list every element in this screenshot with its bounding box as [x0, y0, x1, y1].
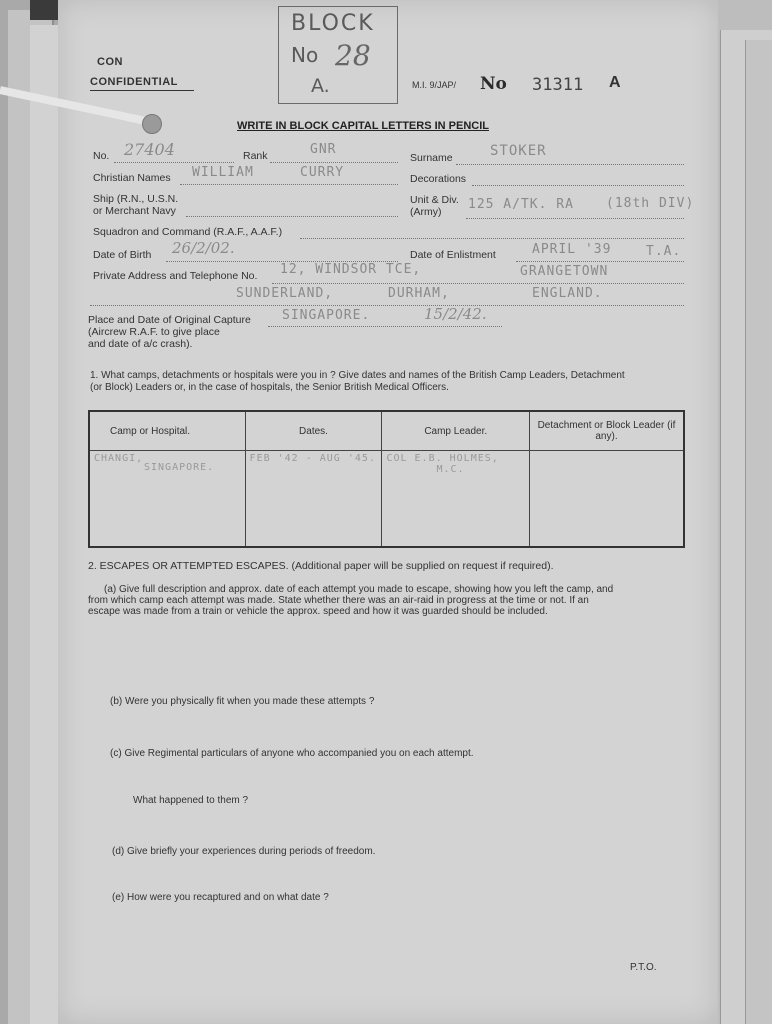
question-2a-line-1: (a) Give full description and approx. date of each attempt you made to escape, showing how you left the camp, and [104, 584, 614, 595]
dotted-line [472, 185, 684, 186]
dotted-line [186, 216, 398, 217]
address-label: Private Address and Telephone No. [93, 270, 258, 282]
stamp-block-text: BLOCK [291, 11, 375, 36]
header-no-label: No [480, 74, 507, 94]
header-serial-number: 31311 [532, 75, 584, 95]
decorations-label: Decorations [410, 173, 467, 185]
unit-label-1: Unit & Div. [410, 194, 459, 206]
rank-value: GNR [310, 142, 337, 157]
stamp-number: 28 [335, 39, 371, 72]
ship-label-2: or Merchant Navy [93, 205, 176, 217]
column-header-detachment-leader: Detachment or Block Leader (if any). [530, 411, 685, 451]
date-of-birth-value: 26/2/02. [172, 239, 235, 257]
camp-leader-name: COL E.B. HOLMES, [386, 453, 499, 464]
christian-name-1: WILLIAM [192, 165, 254, 180]
no-label: No. [93, 150, 110, 162]
confidential-underline [90, 90, 194, 91]
service-number-value: 27404 [124, 140, 175, 159]
dotted-line [456, 164, 684, 165]
please-turn-over: P.T.O. [630, 962, 657, 973]
address-line-2b: DURHAM, [388, 286, 450, 301]
question-2e: (e) How were you recaptured and on what date ? [112, 892, 329, 903]
question-2a-line-3: escape was made from a train or vehicle the approx. speed and how it was guarded should be included. [88, 606, 548, 617]
header-confidential: CONFIDENTIAL [90, 76, 178, 88]
stacked-sheet [30, 25, 59, 1024]
column-header-dates: Dates. [245, 411, 382, 451]
unit-label-2: (Army) [410, 206, 442, 218]
camps-table [88, 410, 685, 548]
dotted-line [180, 184, 398, 185]
column-header-camp-leader: Camp Leader. [382, 411, 530, 451]
squadron-label: Squadron and Command (R.A.F., A.A.F.) [93, 226, 283, 238]
header-ref: M.I. 9/JAP/ [412, 80, 457, 90]
capture-label-2: (Aircrew R.A.F. to give place [88, 326, 220, 338]
camp-cell [89, 451, 245, 548]
dotted-line [268, 326, 502, 327]
unit-value: 125 A/TK. RA [468, 197, 574, 212]
question-2-title: 2. ESCAPES OR ATTEMPTED ESCAPES. (Additional paper will be supplied on request if required). [88, 560, 554, 572]
christian-names-label: Christian Names [93, 172, 171, 184]
camp-dates: FEB '42 - AUG '45. [249, 453, 376, 464]
question-2b: (b) Were you physically fit when you made these attempts ? [110, 696, 375, 707]
header-con: CON [97, 56, 123, 68]
header-suffix: A [609, 74, 621, 91]
capture-label-3: and date of a/c crash). [88, 338, 193, 350]
question-1-line-2: (or Block) Leaders or, in the case of hospitals, the Senior British Medical Officers. [90, 382, 449, 393]
division-value: (18th DIV) [606, 196, 695, 211]
rank-label: Rank [243, 150, 268, 162]
stamp-letter: A. [311, 75, 330, 97]
ship-label-1: Ship (R.N., U.S.N. [93, 193, 179, 205]
dotted-line [272, 283, 684, 284]
dotted-line [270, 162, 398, 163]
camp-leader-honours: M.C. [436, 464, 465, 475]
stacked-sheet [745, 40, 772, 1024]
stamp-no-text: No [291, 43, 319, 67]
punch-hole [142, 114, 162, 134]
column-header-camp: Camp or Hospital. [89, 411, 245, 451]
dotted-line [90, 305, 684, 306]
dotted-line [114, 162, 234, 163]
surname-label: Surname [410, 152, 453, 164]
question-2c-followup: What happened to them ? [133, 795, 249, 806]
enlistment-value: APRIL '39 [532, 242, 612, 257]
capture-place-value: SINGAPORE. [282, 308, 371, 323]
date-of-birth-label: Date of Birth [93, 249, 152, 261]
question-2c: (c) Give Regimental particulars of anyone who accompanied you on each attempt. [110, 748, 474, 759]
question-2a-line-2: from which camp each attempt was made. State whether there was an air-raid in progress at the time or not. If an [88, 595, 589, 606]
dotted-line [300, 238, 684, 239]
enlistment-ta: T.A. [646, 244, 682, 259]
christian-name-2: CURRY [300, 165, 345, 180]
form-title: WRITE IN BLOCK CAPITAL LETTERS IN PENCIL [237, 120, 489, 132]
table-header-row [89, 411, 684, 451]
address-line-2a: SUNDERLAND, [236, 286, 334, 301]
surname-value: STOKER [490, 143, 547, 159]
dotted-line [516, 261, 684, 262]
camp-name-2: SINGAPORE. [144, 462, 215, 473]
leader-cell [382, 451, 530, 548]
address-line-1b: GRANGETOWN [520, 264, 609, 279]
block-stamp [278, 6, 398, 104]
camp-name-1: CHANGI, [94, 453, 144, 464]
address-line-1a: 12, WINDSOR TCE, [280, 262, 422, 277]
enlistment-label: Date of Enlistment [410, 249, 496, 261]
address-line-2c: ENGLAND. [532, 286, 603, 301]
question-2d: (d) Give briefly your experiences during periods of freedom. [112, 846, 376, 857]
dotted-line [466, 218, 684, 219]
dates-cell [245, 451, 382, 548]
table-row [89, 451, 684, 548]
detachment-cell [530, 451, 685, 548]
capture-date-value: 15/2/42. [424, 305, 487, 323]
question-1-line-1: 1. What camps, detachments or hospitals were you in ? Give dates and names of the British Camp Leaders, Detachment [90, 370, 625, 381]
capture-label-1: Place and Date of Original Capture [88, 314, 251, 326]
